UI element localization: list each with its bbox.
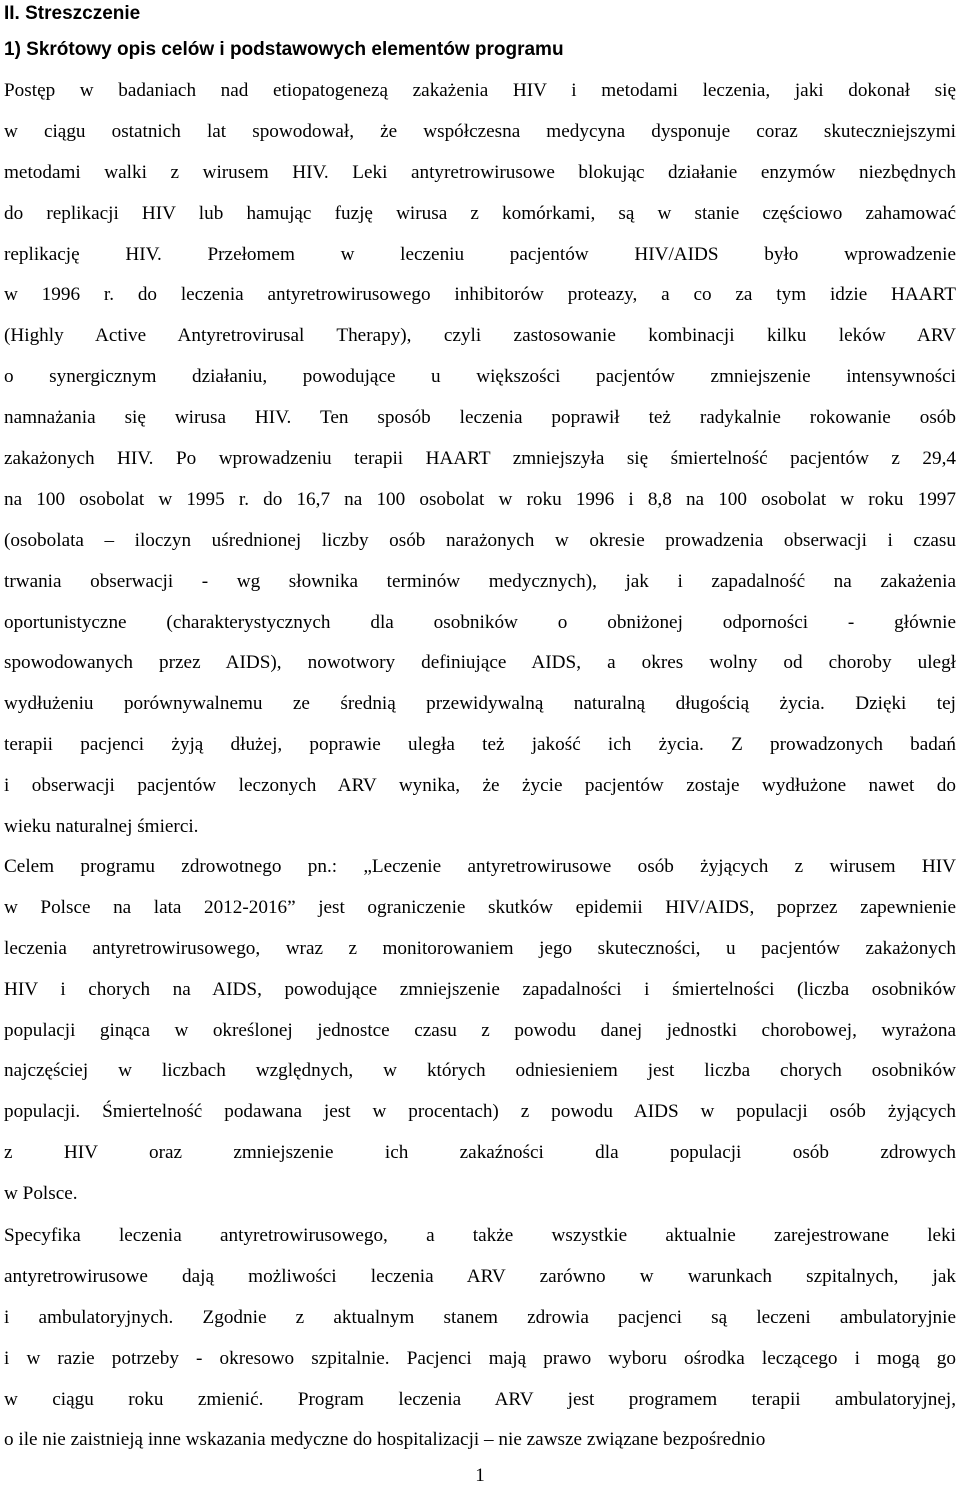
text-line: do replikacji HIV lub hamując fuzję wirusa z komórkami, są w stanie częściowo zahamować	[4, 202, 956, 224]
section-title: II. Streszczenie	[4, 3, 141, 24]
subsection-title: 1) Skrótowy opis celów i podstawowych elementów programu	[4, 39, 564, 60]
text-line: Specyfika leczenia antyretrowirusowego, a także wszystkie aktualnie zarejestrowane leki	[4, 1225, 956, 1246]
text-line: z HIV oraz zmniejszenie ich zakaźności dla populacji osób zdrowych	[4, 1142, 956, 1164]
text-line: w 1996 r. do leczenia antyretrowirusowego inhibitorów proteazy, a co za tym idzie HAART	[4, 284, 956, 306]
text-line: trwania obserwacji - wg słownika terminów medycznych), jak i zapadalność na zakażenia	[4, 570, 956, 592]
text-line: oportunistyczne (charakterystycznych dla osobników o obniżonej odporności - głównie	[4, 611, 956, 633]
text-line: populacji ginąca w określonej jednostce czasu z powodu danej jednostki chorobowej, wyrażona	[4, 1019, 956, 1041]
text-line: metodami walki z wirusem HIV. Leki antyretrowirusowe blokując działanie enzymów niezbędnych	[4, 161, 956, 183]
text-line: populacji. Śmiertelność podawana jest w procentach) z powodu AIDS w populacji osób żyjących	[4, 1101, 956, 1123]
text-line: zakażonych HIV. Po wprowadzeniu terapii HAART zmniejszyła się śmiertelność pacjentów z 29,4	[4, 448, 956, 470]
text-line: antyretrowirusowe dają możliwości leczenia ARV zarówno w warunkach szpitalnych, jak	[4, 1265, 956, 1287]
text-line: spowodowanych przez AIDS), nowotwory definiujące AIDS, a okres wolny od choroby uległ	[4, 652, 956, 674]
text-line: Postęp w badaniach nad etiopatogenezą zakażenia HIV i metodami leczenia, jaki dokonał się	[4, 80, 956, 101]
text-line: terapii pacjenci żyją dłużej, poprawie uległa też jakość ich życia. Z prowadzonych badań	[4, 734, 956, 756]
text-line: w Polsce na lata 2012-2016” jest ograniczenie skutków epidemii HIV/AIDS, poprzez zapewnienie	[4, 896, 956, 918]
text-line: o synergicznym działaniu, powodujące u większości pacjentów zmniejszenie intensywności	[4, 366, 956, 388]
text-line: w Polsce.	[4, 1183, 78, 1205]
text-line: i obserwacji pacjentów leczonych ARV wynika, że życie pacjentów zostaje wydłużone nawet do	[4, 775, 956, 797]
text-line: (Highly Active Antyretrovirusal Therapy), czyli zastosowanie kombinacji kilku leków ARV	[4, 325, 956, 347]
page-number: 1	[475, 1465, 485, 1486]
text-line: replikację HIV. Przełomem w leczeniu pacjentów HIV/AIDS było wprowadzenie	[4, 243, 956, 265]
text-line: na 100 osobolat w 1995 r. do 16,7 na 100 osobolat w roku 1996 i 8,8 na 100 osobolat w roku 1997	[4, 488, 956, 510]
paragraph-intro	[4, 71, 956, 848]
paragraph-program-goal	[4, 847, 956, 1215]
text-line: o ile nie zaistnieją inne wskazania medyczne do hospitalizacji – nie zawsze związane bezpośrednio	[4, 1429, 766, 1451]
text-line: namnażania się wirusa HIV. Ten sposób leczenia poprawił też radykalnie rokowanie osób	[4, 407, 956, 429]
text-line: i w razie potrzeby - okresowo szpitalnie. Pacjenci mają prawo wyboru ośrodka leczącego i mogą go	[4, 1347, 956, 1369]
text-line: wydłużeniu porównywalnemu ze średnią przewidywalną naturalną długością życia. Dzięki tej	[4, 693, 956, 715]
text-line: w ciągu roku zmienić. Program leczenia ARV jest programem terapii ambulatoryjnej,	[4, 1388, 956, 1410]
text-line: najczęściej w liczbach względnych, w których odniesieniem jest liczba chorych osobników	[4, 1060, 956, 1082]
paragraph-treatment-specifics	[4, 1216, 956, 1461]
text-line: HIV i chorych na AIDS, powodujące zmniejszenie zapadalności i śmiertelności (liczba osobników	[4, 978, 956, 1000]
text-line: i ambulatoryjnych. Zgodnie z aktualnym stanem zdrowia pacjenci są leczeni ambulatoryjnie	[4, 1306, 956, 1328]
text-line: leczenia antyretrowirusowego, wraz z monitorowaniem jego skuteczności, u pacjentów zakażonych	[4, 937, 956, 959]
text-line: wieku naturalnej śmierci.	[4, 816, 199, 838]
text-line: w ciągu ostatnich lat spowodował, że współczesna medycyna dysponuje coraz skuteczniejszymi	[4, 120, 956, 142]
text-line: Celem programu zdrowotnego pn.: „Leczenie antyretrowirusowe osób żyjących z wirusem HIV	[4, 856, 956, 877]
text-line: (osobolata – iloczyn uśrednionej liczby osób narażonych w okresie prowadzenia obserwacji i czasu	[4, 529, 956, 551]
